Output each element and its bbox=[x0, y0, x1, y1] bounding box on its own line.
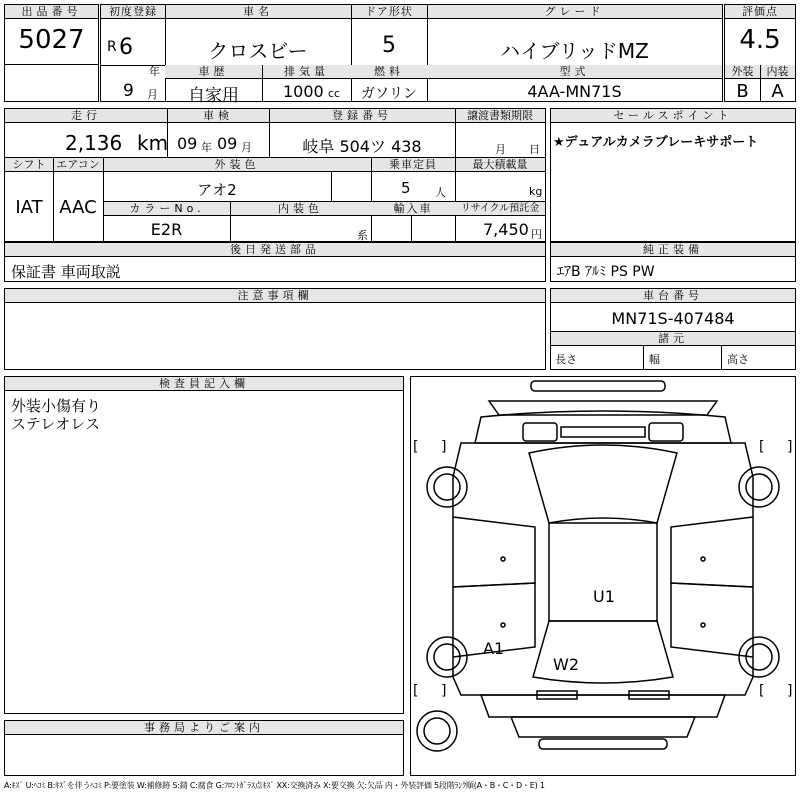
chassis-label: 車台番号 bbox=[551, 289, 795, 303]
mileage-label: 走行 bbox=[5, 109, 167, 123]
bracket-bl-close: ] bbox=[441, 683, 447, 699]
displacement-unit: cc bbox=[328, 87, 341, 100]
interior-label: 内装 bbox=[760, 65, 795, 79]
capacity-label: 乗車定員 bbox=[371, 158, 455, 172]
specs-label: 諸元 bbox=[551, 332, 795, 346]
history-label: 車歴 bbox=[165, 65, 262, 79]
bracket-tl-open: [ bbox=[413, 439, 419, 455]
fuel-label: 燃料 bbox=[351, 65, 427, 79]
displacement: 1000 bbox=[283, 82, 324, 101]
grade-label: グレード bbox=[427, 5, 722, 19]
grade: ハイブリッドMZ bbox=[500, 39, 649, 63]
spec-width: 幅 bbox=[649, 353, 660, 366]
genuine-box bbox=[550, 242, 796, 282]
capacity: 5 bbox=[401, 179, 411, 197]
month-unit: 月 bbox=[147, 88, 158, 101]
bracket-br-close: ] bbox=[787, 683, 793, 699]
capacity-unit: 人 bbox=[435, 186, 446, 199]
car-outline-svg bbox=[411, 377, 795, 775]
notes-box bbox=[4, 288, 546, 370]
insp-month: 09 bbox=[217, 134, 238, 153]
color-no-label: カラーNo. bbox=[104, 202, 230, 216]
transfer-day-unit: 日 bbox=[529, 143, 540, 156]
model-label: 型式 bbox=[427, 65, 722, 79]
interior-grade: A bbox=[771, 81, 784, 102]
shift-label: シフト bbox=[5, 158, 53, 172]
genuine-value: ｴｱB ｱﾙﾐ PS PW bbox=[557, 264, 655, 280]
int-color-label: 内装色 bbox=[230, 202, 371, 216]
doors-label: ドア形状 bbox=[351, 5, 427, 19]
history: 自家用 bbox=[188, 86, 239, 106]
inspector-label: 検査員記入欄 bbox=[5, 377, 403, 391]
aircon-label: エアコン bbox=[53, 158, 103, 172]
detail-grid bbox=[4, 108, 546, 242]
insp-year: 09 bbox=[177, 134, 198, 153]
damage-u1: U1 bbox=[593, 587, 615, 606]
first-reg-label: 初度登録 bbox=[101, 5, 165, 19]
shift: IAT bbox=[15, 197, 43, 218]
chassis-box bbox=[550, 288, 796, 370]
inspector-box bbox=[4, 376, 404, 714]
score-label: 評価点 bbox=[725, 5, 795, 19]
selling-point: ★デュアルカメラブレーキサポート bbox=[553, 135, 759, 150]
year-unit: 年 bbox=[149, 65, 160, 78]
spec-length: 長さ bbox=[555, 353, 577, 366]
recycle-label: リサイクル預託金 bbox=[455, 202, 545, 216]
bracket-bl-open: [ bbox=[413, 683, 419, 699]
lot-box bbox=[4, 4, 99, 102]
genuine-label: 純正装備 bbox=[551, 243, 795, 257]
ext-color: アオ2 bbox=[197, 181, 237, 199]
plate: 岐阜 504ツ 438 bbox=[302, 137, 422, 156]
later-parts-box bbox=[4, 242, 546, 282]
car-name: クロスビー bbox=[208, 39, 308, 63]
inspector-line1: 外装小傷有り bbox=[11, 397, 102, 415]
max-load-label: 最大積載量 bbox=[455, 158, 545, 172]
selling-point-box bbox=[550, 108, 796, 242]
score-box bbox=[724, 4, 796, 102]
header-main bbox=[100, 4, 723, 106]
exterior-grade: B bbox=[736, 81, 749, 102]
era: R bbox=[107, 39, 117, 55]
transfer-month-unit: 月 bbox=[495, 143, 506, 156]
plate-label: 登録番号 bbox=[269, 109, 455, 123]
spec-height: 高さ bbox=[727, 353, 749, 366]
selling-label: セールスポイント bbox=[551, 109, 795, 123]
mileage-unit: km bbox=[137, 131, 169, 155]
month-num: 9 bbox=[123, 81, 134, 101]
insp-month-unit: 月 bbox=[241, 141, 252, 154]
lot-label: 出品番号 bbox=[5, 5, 98, 19]
max-load-unit: kg bbox=[529, 185, 543, 198]
displacement-label: 排気量 bbox=[262, 65, 351, 79]
chassis-value: MN71S-407484 bbox=[611, 309, 735, 328]
car-name-label: 車名 bbox=[165, 5, 351, 19]
lot-number: 5027 bbox=[18, 25, 85, 55]
doors: 5 bbox=[382, 33, 396, 58]
recycle-unit: 円 bbox=[531, 228, 542, 241]
later-parts-label: 後日発送部品 bbox=[5, 243, 545, 257]
recycle: 7,450 bbox=[483, 220, 529, 239]
damage-w2: W2 bbox=[553, 655, 579, 674]
fuel: ガソリン bbox=[361, 86, 417, 102]
color-no: E2R bbox=[150, 220, 183, 239]
score: 4.5 bbox=[739, 25, 781, 55]
inspector-line2: ステレオレス bbox=[11, 415, 100, 433]
year-num: 6 bbox=[119, 35, 133, 60]
aircon: AAC bbox=[59, 197, 97, 218]
office-box bbox=[4, 720, 404, 776]
bracket-tr-open: [ bbox=[759, 439, 765, 455]
int-color-unit: 系 bbox=[357, 229, 368, 242]
later-parts-value: 保証書 車両取説 bbox=[11, 263, 121, 281]
mileage: 2,136 bbox=[65, 131, 123, 155]
import-label: 輸入車 bbox=[371, 202, 455, 216]
office-label: 事務局よりご案内 bbox=[5, 721, 403, 735]
car-diagram bbox=[410, 376, 796, 776]
legend: A:ｷｽﾞ U:ﾍｺﾐ B:ｷｽﾞを伴うﾍｺﾐ P:要塗装 W:補修跡 S:錆 C:腐食 G:ﾌﾛﾝﾄｶﾞﾗｽ点ｷｽﾞ XX:交換済み X:要交換 欠:欠品 内・外装評価 5段階ﾗﾝｸ順(A・B・C・D・E) 1 bbox=[4, 781, 545, 790]
transfer-label: 譲渡書類期限 bbox=[455, 109, 545, 123]
damage-a1: A1 bbox=[483, 639, 505, 658]
bracket-br-open: [ bbox=[759, 683, 765, 699]
model: 4AA-MN71S bbox=[527, 82, 622, 101]
notes-label: 注意事項欄 bbox=[5, 289, 545, 303]
insp-year-unit: 年 bbox=[201, 141, 212, 154]
ext-color-label: 外装色 bbox=[103, 158, 371, 172]
bracket-tl-close: ] bbox=[441, 439, 447, 455]
bracket-tr-close: ] bbox=[787, 439, 793, 455]
inspection-label: 車検 bbox=[167, 109, 269, 123]
exterior-label: 外装 bbox=[725, 65, 760, 79]
